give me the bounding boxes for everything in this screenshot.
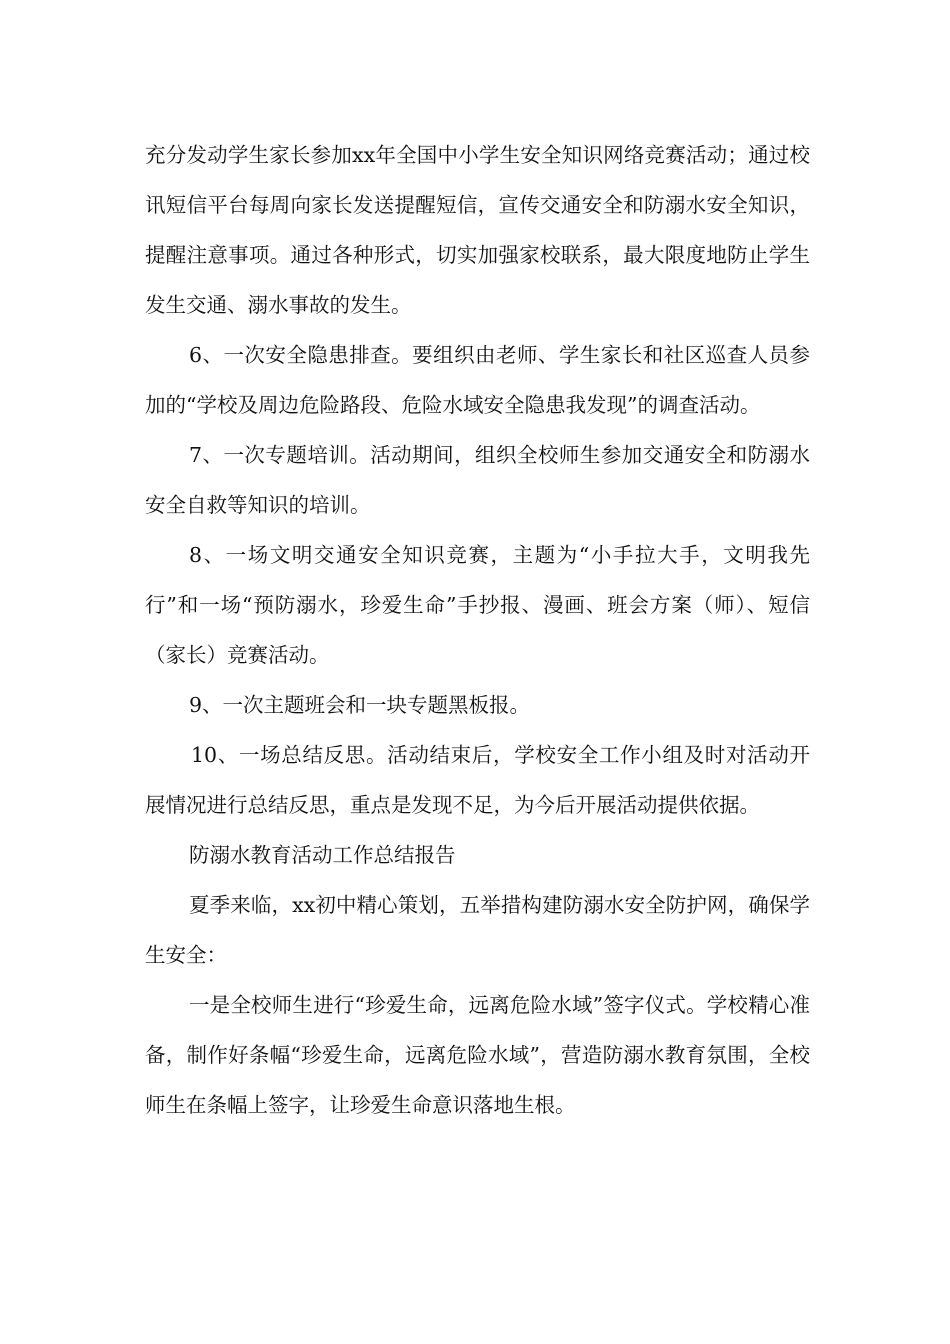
- paragraph-parent-engagement: 充分发动学生家长参加xx年全国中小学生安全知识网络竞赛活动；通过校讯短信平台每周向家长发送提醒短信，宣传交通安全和防溺水安全知识，提醒注意事项。通过各种形式，切实加强家校联系，最大限度地防止学生发生交通、溺水事故的发生。: [145, 143, 810, 317]
- paragraph-measure-1: 一是全校师生进行“珍爱生命，远离危险水域”签字仪式。学校精心准备，制作好条幅“珍爱生命，远离危险水域”，营造防溺水教育氛围，全校师生在条幅上签字，让珍爱生命意识落地生根。: [145, 993, 810, 1117]
- document-body: [145, 130, 810, 1130]
- paragraph-item-6: 6、一次安全隐患排查。要组织由老师、学生家长和社区巡查人员参加的“学校及周边危险路段、危险水域安全隐患我发现”的调查活动。: [145, 343, 810, 417]
- section-title: 防溺水教育活动工作总结报告: [189, 843, 456, 867]
- paragraph-item-9: 9、一次主题班会和一块专题黑板报。: [189, 693, 531, 717]
- paragraph-item-8: 8、一场文明交通安全知识竞赛，主题为“小手拉大手，文明我先行”和一场“预防溺水，珍爱生命”手抄报、漫画、班会方案（师）、短信（家长）竞赛活动。: [145, 543, 810, 667]
- paragraph-intro: 夏季来临，xx初中精心策划，五举措构建防溺水安全防护网，确保学生安全：: [145, 893, 810, 967]
- paragraph-item-10: 10、一场总结反思。活动结束后，学校安全工作小组及时对活动开展情况进行总结反思，重点是发现不足，为今后开展活动提供依据。: [145, 743, 810, 817]
- paragraph-item-7: 7、一次专题培训。活动期间，组织全校师生参加交通安全和防溺水安全自救等知识的培训。: [145, 443, 810, 517]
